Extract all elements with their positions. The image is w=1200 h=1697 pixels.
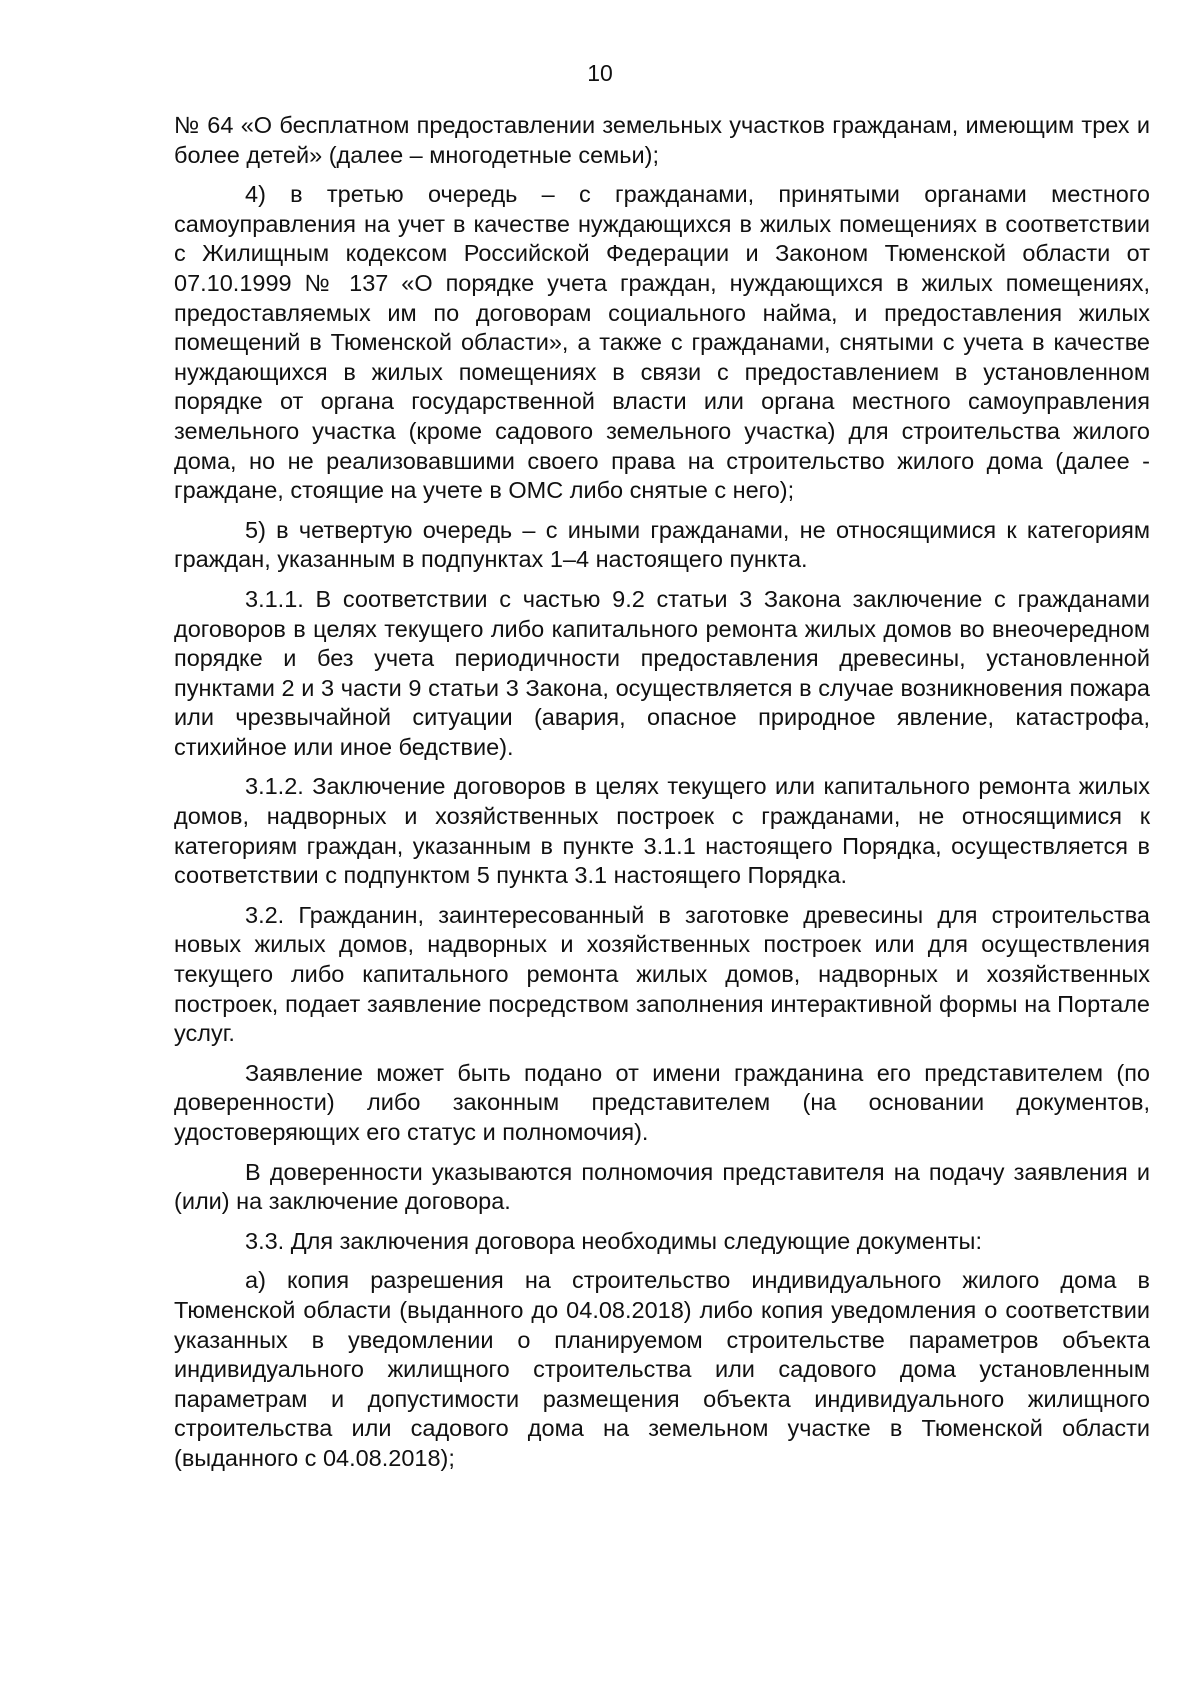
paragraph-3-3: 3.3. Для заключения договора необходимы следующие документы:: [245, 1227, 982, 1254]
paragraph-item-4: 4) в третью очередь – с гражданами, принятыми органами местного самоуправления на учет в качестве нуждающихся в жилых помещениях в соответствии с Жилищным кодексом Российской Федерации и Законом Тюменской области от 07.10.1999 № 137 «О порядке учета граждан, нуждающихся в жилых помещениях, предоставляемых им по договорам социального найма, и предоставления жилых помещений в Тюменской области», а также с гражданами, снятыми с учета в качестве нуждающихся в жилых помещениях в связи с предоставлением в установленном порядке от органа государственной власти или органа местного самоуправления земельного участка (кроме садового земельного участка) для строительства жилого дома, но не реализовавшими своего права на строительство жилого дома (далее - граждане, стоящие на учете в ОМС либо снятые с него);: [174, 181, 1150, 504]
page-number: 10: [587, 60, 613, 86]
paragraph-item-5: 5) в четвертую очередь – с иными гражданами, не относящимися к категориям граждан, указанным в подпунктах 1–4 настоящего пункта.: [174, 516, 1150, 573]
paragraph-3-2: 3.2. Гражданин, заинтересованный в заготовке древесины для строительства новых жилых домов, надворных и хозяйственных построек или для осуществления текущего либо капитального ремонта жилых домов, надворных и хозяйственных построек, подает заявление посредством заполнения интерактивной формы на Портале услуг.: [174, 901, 1150, 1047]
paragraph-item-a: а) копия разрешения на строительство индивидуального жилого дома в Тюменской области (выданного до 04.08.2018) либо копия уведомления о соответствии указанных в уведомлении о планируемом строительстве параметров объекта индивидуального жилищного строительства или садового дома установленным параметрам и допустимости размещения объекта индивидуального жилищного строительства или садового дома на земельном участке в Тюменской области (выданного с 04.08.2018);: [174, 1267, 1150, 1471]
document-body: [174, 111, 1150, 1484]
paragraph-application-representative: Заявление может быть подано от имени гражданина его представителем (по доверенности) либо законным представителем (на основании документов, удостоверяющих его статус и полномочия).: [174, 1059, 1150, 1145]
paragraph-3-1-1: 3.1.1. В соответствии с частью 9.2 статьи 3 Закона заключение с гражданами договоров в целях текущего либо капитального ремонта жилых домов во внеочередном порядке и без учета периодичности предоставления древесины, установленной пунктами 2 и 3 части 9 статьи 3 Закона, осуществляется в случае возникновения пожара или чрезвычайной ситуации (авария, опасное природное явление, катастрофа, стихийное или иное бедствие).: [174, 585, 1150, 760]
paragraph-power-of-attorney: В доверенности указываются полномочия представителя на подачу заявления и (или) на заключение договора.: [174, 1158, 1150, 1215]
paragraph-3-1-2: 3.1.2. Заключение договоров в целях текущего или капитального ремонта жилых домов, надворных и хозяйственных построек с гражданами, не относящимися к категориям граждан, указанным в пункте 3.1.1 настоящего Порядка, осуществляется в соответствии с подпунктом 5 пункта 3.1 настоящего Порядка.: [174, 773, 1150, 889]
paragraph-continuation: № 64 «О бесплатном предоставлении земельных участков гражданам, имеющим трех и более детей» (далее – многодетные семьи);: [174, 112, 1150, 168]
